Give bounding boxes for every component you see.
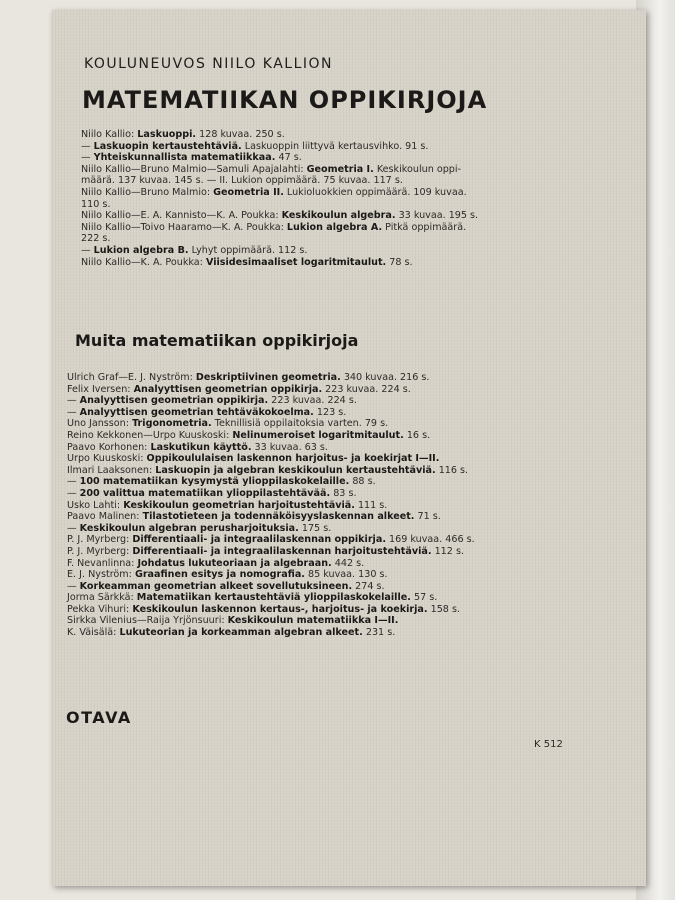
book-author: Uno Jansson: [67, 418, 129, 430]
book-author: F. Nevanlinna: [67, 557, 135, 569]
book-title: Johdatus lukuteoriaan ja algebraan. [137, 557, 332, 569]
book-detail: 223 kuvaa. 224 s. [271, 395, 357, 407]
book-detail: 442 s. [334, 557, 365, 569]
book-detail: 116 s. [438, 464, 469, 476]
book-author: — [67, 406, 77, 418]
book-detail: 274 s. [355, 580, 385, 592]
main-title: MATEMATIIKAN OPPIKIRJOJA [82, 86, 488, 114]
book-entry [67, 592, 517, 604]
book-entry [81, 257, 511, 269]
book-author: Niilo Kallio—Toivo Haaramo—K. A. Poukka: [81, 221, 284, 233]
book-detail: Lyhyt oppimäärä. 112 s. [191, 244, 308, 256]
book-author: — [81, 244, 91, 256]
book-author: Paavo Korhonen: [67, 441, 148, 453]
catalog-code: K 512 [534, 739, 563, 750]
book-detail: määrä. 137 kuvaa. 145 s. — II. Lukion oppimäärä. 75 kuvaa. 117 s. [81, 175, 403, 187]
book-entry [67, 465, 517, 477]
book-entry [81, 129, 511, 141]
book-title: Viisidesimaaliset logaritmitaulut. [205, 256, 387, 268]
book-author: Niilo Kallio—K. A. Poukka: [81, 256, 203, 268]
book-title: Keskikoulun geometrian harjoitustehtäviä. [123, 499, 355, 511]
book-title: Graafinen esitys ja nomografia. [134, 569, 305, 581]
book-title: Laskuoppi. [137, 129, 197, 140]
book-author: Sirkka Vilenius—Raija Yrjönsuuri: [67, 615, 225, 627]
book-author: Paavo Malinen: [67, 511, 140, 523]
book-entry [81, 175, 511, 187]
book-detail: 169 kuvaa. 466 s. [389, 534, 475, 546]
book-author: Ulrich Graf—E. J. Nyström: [67, 372, 193, 383]
book-author: — [81, 152, 91, 164]
book-entry [81, 245, 511, 257]
book-detail: 123 s. [316, 406, 347, 418]
book-entry [81, 141, 511, 153]
book-author: Niilo Kallio: [81, 129, 135, 140]
book-author: Usko Lahti: [67, 499, 121, 511]
book-entry [67, 430, 517, 442]
book-entry [81, 187, 511, 199]
book-author: Pekka Vihuri: [67, 603, 130, 615]
other-books-heading: Muita matematiikan oppikirjoja [75, 331, 359, 350]
book-title: Analyyttisen geometrian tehtäväkokoelma. [79, 406, 314, 418]
book-detail: 158 s. [430, 603, 461, 615]
book-entry [81, 152, 511, 164]
book-author: — [81, 140, 91, 152]
book-detail: Keskikoulun oppi- [376, 163, 461, 175]
book-entry [67, 476, 517, 488]
book-entry [67, 615, 517, 627]
book-author: — [67, 476, 77, 488]
book-detail: Laskuoppin liittyvä kertausvihko. 91 s. [244, 140, 429, 152]
book-entry [67, 604, 517, 616]
book-entry [67, 500, 517, 512]
book-title: Analyyttisen geometrian oppikirja. [79, 395, 269, 407]
book-title: Korkeamman geometrian alkeet sovellutuksineen. [79, 580, 353, 592]
other-book-list [67, 372, 517, 639]
book-title: Keskikoulun algebra. [281, 210, 396, 222]
book-entry [67, 372, 517, 384]
book-title: Lukuteorian ja korkeamman algebran alkeet. [119, 627, 363, 639]
book-detail: 340 kuvaa. 216 s. [343, 372, 430, 383]
book-detail: 33 kuvaa. 195 s. [398, 210, 479, 222]
book-author: Reino Kekkonen—Urpo Kuuskoski: [67, 429, 230, 441]
book-entry [67, 488, 517, 500]
book-entry [81, 222, 511, 234]
book-entry [81, 199, 511, 211]
book-title: Tilastotieteen ja todennäköisyyslaskennan alkeet. [142, 511, 415, 523]
book-author: — [67, 487, 77, 499]
book-entry [81, 164, 511, 176]
book-author: Niilo Kallio—Bruno Malmio: [81, 186, 211, 198]
book-entry [67, 569, 517, 581]
book-title: Laskuopin ja algebran keskikoulun kertaustehtäviä. [155, 464, 436, 476]
book-title: Deskriptiivinen geometria. [195, 372, 341, 383]
book-title: Yhteiskunnallista matematiikkaa. [93, 152, 276, 164]
book-author: — [67, 580, 77, 592]
book-entry [67, 453, 517, 465]
book-author: E. J. Nyström: [67, 569, 132, 581]
book-entry [67, 418, 517, 430]
book-author: Ilmari Laaksonen: [67, 464, 153, 476]
book-author: Felix Iversen: [67, 383, 131, 395]
series-label: KOULUNEUVOS NIILO KALLION [84, 56, 334, 72]
book-detail: Lukioluokkien oppimäärä. 109 kuvaa. [286, 186, 467, 198]
book-title: 200 valittua matematiikan ylioppilastehtävää. [79, 487, 331, 499]
book-detail: 16 s. [406, 429, 431, 441]
book-detail: 33 kuvaa. 63 s. [254, 441, 328, 453]
book-detail: 175 s. [301, 522, 332, 534]
book-detail: 110 s. [81, 198, 111, 210]
book-author: K. Väisälä: [67, 627, 117, 639]
book-title: Keskikoulun laskennon kertaus-, harjoitus- ja koekirja. [132, 603, 428, 615]
book-detail: 85 kuvaa. 130 s. [308, 569, 388, 581]
book-title: Analyyttisen geometrian oppikirja. [133, 383, 323, 395]
publisher-name: OTAVA [66, 708, 132, 727]
book-title: Keskikoulun matematiikka I—II. [227, 615, 399, 627]
book-title: Nelinumeroiset logaritmitaulut. [232, 429, 404, 441]
kallio-book-list [81, 129, 511, 268]
book-entry [67, 558, 517, 570]
book-detail: 231 s. [365, 627, 396, 639]
book-entry [67, 511, 517, 523]
book-entry [81, 233, 511, 245]
book-author: Niilo Kallio—Bruno Malmio—Samuli Apajalahti: [81, 163, 304, 175]
book-detail: 222 s. [81, 233, 111, 245]
book-detail: 71 s. [417, 511, 441, 523]
book-title: Matematiikan kertaustehtäviä ylioppilaskokelaille. [136, 592, 411, 604]
book-title: Lukion algebra B. [93, 244, 189, 256]
book-author: — [67, 395, 77, 407]
book-detail: 47 s. [278, 152, 302, 164]
book-entry [67, 395, 517, 407]
book-entry [67, 523, 517, 535]
book-entry [67, 627, 517, 639]
book-detail: 112 s. [434, 545, 464, 557]
book-author: P. J. Myrberg: [67, 545, 130, 557]
book-author: Urpo Kuuskoski: [67, 453, 144, 465]
book-entry [67, 534, 517, 546]
book-title: Laskuopin kertaustehtäviä. [93, 140, 242, 152]
book-detail: Pitkä oppimäärä. [385, 221, 467, 233]
book-detail: 57 s. [413, 592, 438, 604]
book-detail: 111 s. [357, 499, 388, 511]
book-entry [67, 581, 517, 593]
book-author: P. J. Myrberg: [67, 534, 130, 546]
book-title: Differentiaali- ja integraalilaskennan oppikirja. [132, 534, 386, 546]
book-entry [67, 384, 517, 396]
book-detail: 78 s. [389, 256, 413, 268]
book-title: Geometria I. [306, 163, 374, 175]
book-author: Jorma Särkkä: [67, 592, 134, 604]
book-title: Laskutikun käyttö. [150, 441, 252, 453]
book-title: Oppikoululaisen laskennon harjoitus- ja koekirjat I—II. [146, 453, 440, 465]
book-entry [67, 546, 517, 558]
book-title: Differentiaali- ja integraalilaskennan harjoitustehtäviä. [132, 545, 432, 557]
book-title: Geometria II. [213, 186, 284, 198]
book-detail: 223 kuvaa. 224 s. [325, 383, 411, 395]
book-entry [67, 407, 517, 419]
book-title: Keskikoulun algebran perusharjoituksia. [79, 522, 299, 534]
book-entry [67, 442, 517, 454]
book-entry [81, 210, 511, 222]
book-detail: Teknillisiä oppilaitoksia varten. 79 s. [214, 418, 389, 430]
book-title: Lukion algebra A. [286, 221, 383, 233]
book-title: Trigonometria. [132, 418, 212, 430]
book-author: — [67, 522, 77, 534]
book-detail: 83 s. [333, 487, 357, 499]
book-detail: 88 s. [352, 476, 376, 488]
book-title: 100 matematiikan kysymystä ylioppilaskokelaille. [79, 476, 350, 488]
book-author: Niilo Kallio—E. A. Kannisto—K. A. Poukka: [81, 210, 279, 222]
book-detail: 128 kuvaa. 250 s. [199, 129, 285, 140]
